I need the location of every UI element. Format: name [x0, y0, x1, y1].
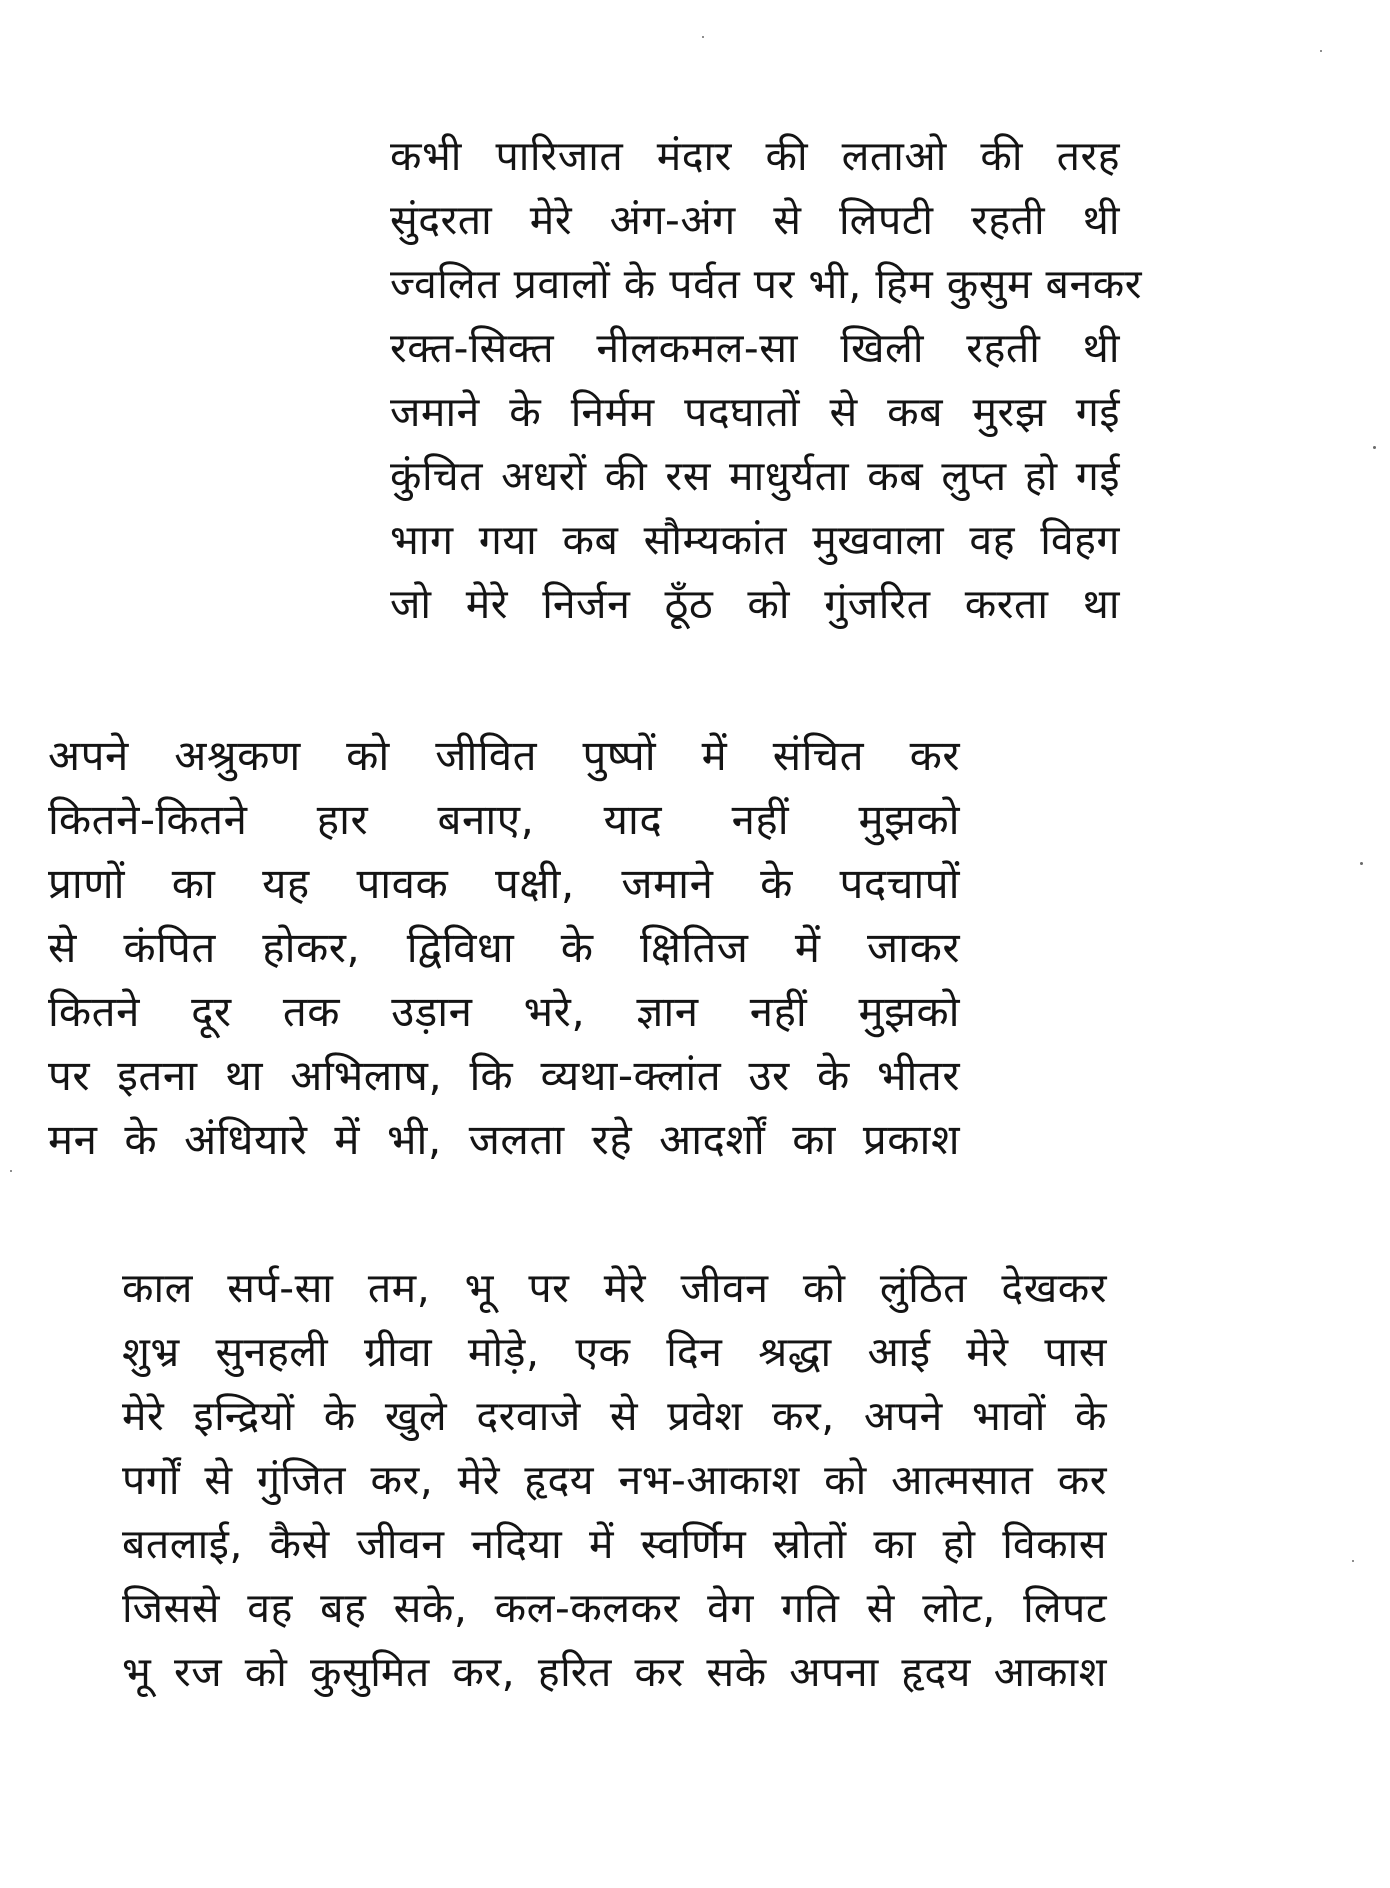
scan-speck: [10, 1170, 12, 1172]
poem-line: जिससे वह बह सके, कल-कलकर वेग गति से लोट, लिपट: [122, 1584, 1107, 1632]
scan-speck: [1352, 1560, 1354, 1562]
poem-line: पर्गों से गुंजित कर, मेरे हृदय नभ-आकाश को आत्मसात कर: [122, 1456, 1107, 1504]
poem-line: प्राणों का यह पावक पक्षी, जमाने के पदचापों: [48, 859, 960, 908]
poem-line: कितने-कितने हार बनाए, याद नहीं मुझको: [48, 795, 960, 844]
poem-line: मन के अंधियारे में भी, जलता रहे आदर्शों का प्रकाश: [48, 1115, 960, 1164]
stanza-1: [390, 124, 1142, 636]
stanza-2: [48, 724, 960, 1172]
poem-line: रक्त-सिक्त नीलकमल-सा खिली रहती थी: [390, 324, 1120, 372]
poem-line: कुंचित अधरों की रस माधुर्यता कब लुप्त हो गई: [390, 452, 1120, 500]
poem-line: से कंपित होकर, द्विविधा के क्षितिज में जाकर: [48, 923, 960, 972]
scan-speck: [1360, 862, 1363, 865]
poem-line: बतलाई, कैसे जीवन नदिया में स्वर्णिम स्रोतों का हो विकास: [122, 1520, 1107, 1568]
poem-line: जो मेरे निर्जन ठूँठ को गुंजरित करता था: [390, 580, 1120, 628]
poem-line: शुभ्र सुनहली ग्रीवा मोड़े, एक दिन श्रद्धा आई मेरे पास: [122, 1328, 1107, 1376]
poem-line: कितने दूर तक उड़ान भरे, ज्ञान नहीं मुझको: [48, 987, 960, 1036]
poem-line: कभी पारिजात मंदार की लताओ की तरह: [390, 132, 1120, 180]
poem-line: जमाने के निर्मम पदघातों से कब मुरझ गई: [390, 388, 1120, 436]
poem-line: सुंदरता मेरे अंग-अंग से लिपटी रहती थी: [390, 196, 1120, 244]
poem-line: मेरे इन्द्रियों के खुले दरवाजे से प्रवेश कर, अपने भावों के: [122, 1392, 1107, 1440]
poem-line: भाग गया कब सौम्यकांत मुखवाला वह विहग: [390, 516, 1120, 564]
poem-line: अपने अश्रुकण को जीवित पुष्पों में संचित कर: [48, 731, 960, 780]
scan-speck: [1373, 446, 1376, 449]
scan-speck: [702, 36, 704, 38]
poem-line: ज्वलित प्रवालों के पर्वत पर भी, हिम कुसुम बनकर: [390, 260, 1142, 308]
scan-speck: [1320, 50, 1322, 52]
poem-line: भू रज को कुसुमित कर, हरित कर सके अपना हृदय आकाश: [122, 1648, 1107, 1696]
poem-line: पर इतना था अभिलाष, कि व्यथा-क्लांत उर के भीतर: [48, 1051, 960, 1100]
poem-line: काल सर्प-सा तम, भू पर मेरे जीवन को लुंठित देखकर: [122, 1264, 1107, 1312]
stanza-3: [122, 1256, 1107, 1704]
